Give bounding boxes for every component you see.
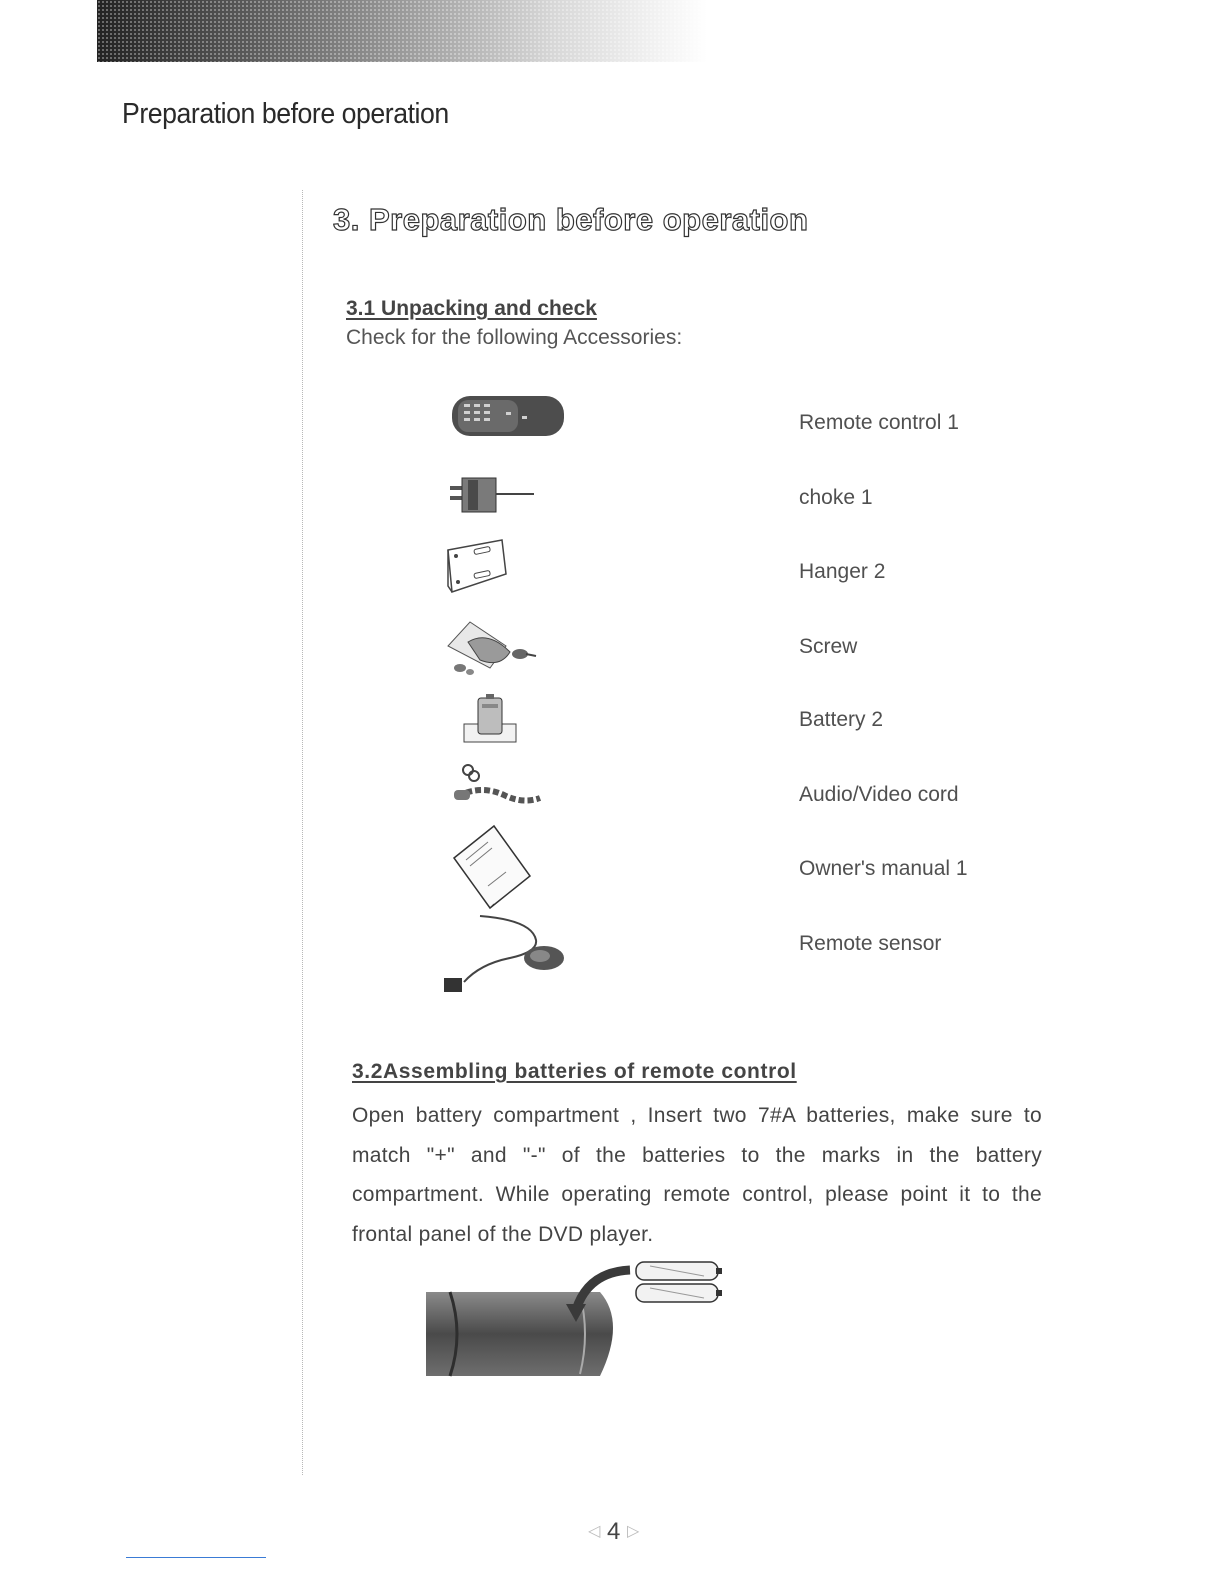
accessory-label-remote-sensor: Remote sensor	[799, 932, 942, 955]
footer-rule	[126, 1557, 266, 1558]
choke-icon	[448, 472, 538, 516]
accessory-label-hanger: Hanger 2	[799, 560, 886, 583]
hanger-icon	[444, 536, 514, 598]
manual-icon	[448, 824, 534, 910]
prev-page-arrow: ◁	[588, 1523, 601, 1540]
margin-divider	[302, 190, 303, 1475]
remote-control-icon	[450, 392, 570, 440]
remote-sensor-icon	[440, 912, 570, 996]
page-number	[588, 1518, 639, 1546]
av-cord-icon	[452, 762, 544, 810]
accessory-label-choke: choke 1	[799, 486, 873, 509]
next-page-arrow: ▷	[627, 1523, 640, 1540]
batteries-instructions: Open battery compartment , Insert two 7#A batteries, make sure to match "+" and "-" of the batteries to the marks in the battery compartment. While operating remote control, please point it to the frontal panel of the DVD player.	[352, 1104, 1042, 1246]
battery-icon	[462, 692, 518, 746]
screw-icon	[440, 616, 540, 678]
accessory-label-av-cord: Audio/Video cord	[799, 783, 959, 806]
accessory-label-screw: Screw	[799, 635, 858, 658]
accessory-label-battery: Battery 2	[799, 708, 884, 731]
section-heading-unpacking: 3.1 Unpacking and check	[346, 297, 597, 320]
chapter-title: 3. Preparation before operation	[333, 202, 809, 237]
running-title: Preparation before operation	[122, 98, 449, 130]
accessories-intro: Check for the following Accessories:	[346, 326, 683, 349]
accessory-label-remote-control: Remote control 1	[799, 411, 959, 434]
accessory-label-manual: Owner's manual 1	[799, 857, 968, 880]
section-heading-batteries: 3.2Assembling batteries of remote control	[352, 1060, 797, 1083]
battery-insertion-illustration	[420, 1258, 730, 1384]
header-banner	[97, 0, 707, 62]
page-number-value: 4	[606, 1518, 621, 1545]
